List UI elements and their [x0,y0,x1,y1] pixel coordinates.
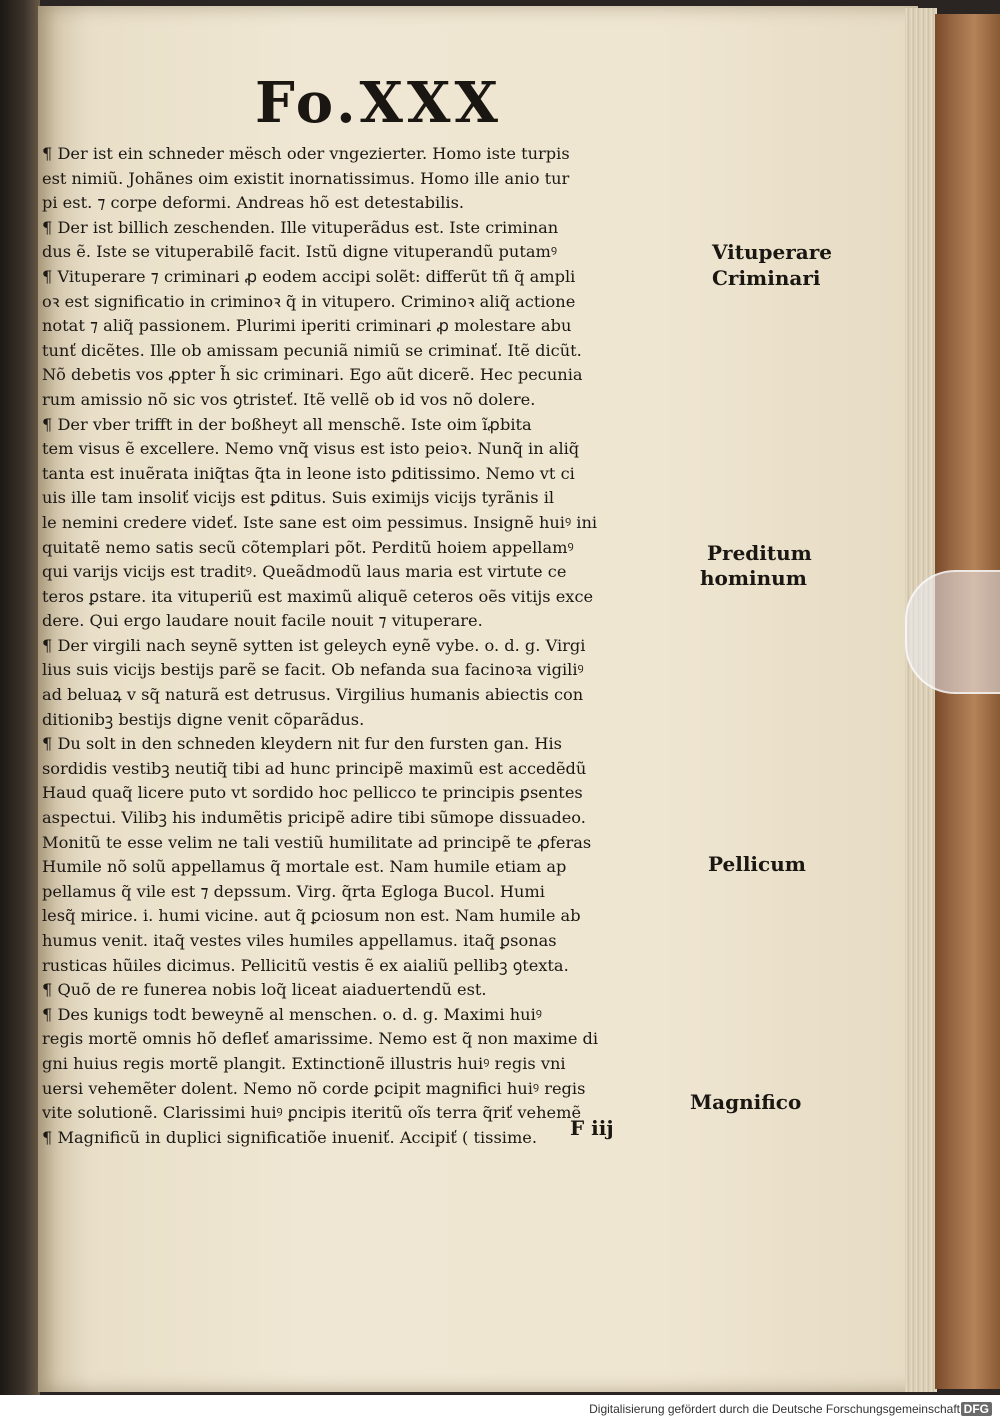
margin-note-preditum: Preditum [707,541,812,565]
text-line: gni huius regis mortẽ plangit. Extinctionẽ illustris huiꝰ regis vni [42,1053,566,1073]
text-line: aspectui. Vilibꝫ his indumẽtis pricipẽ adire tibi sũmope dissuadeo. [42,808,586,828]
text-line: regis mortẽ omnis hõ defleť amarissime. Nemo est q̃ non maxime di [42,1029,599,1049]
text-line: ¶ Quõ de re funerea nobis loq̃ liceat aiaduertendũ est. [42,980,487,1000]
text-line: ¶ Der vber trifft in der boßheyt all menschẽ. Iste oim ĩꝓbita [42,414,532,434]
text-line: ¶ Vituperare ⁊ criminari ꝓ eodem accipi solẽt: differũt tñ q̃ ampli [42,266,576,286]
footer-credit: Digitalisierung gefördert durch die Deutsche Forschungsgemeinschaft [589,1402,960,1416]
book-cover-edge [935,14,1000,1389]
facing-page-edge [0,0,40,1395]
text-line: sordidis vestibꝫ neutiq̃ tibi ad hunc principẽ maximũ est accedẽdũ [42,758,587,778]
text-line: Monitũ te esse velim ne tali vestiũ humilitate ad principẽ te ꝓferas [42,832,592,852]
margin-note-hominum: hominum [700,566,807,590]
text-line: pellamus q̃ vile est ⁊ depssum. Virg. q̃rta Egloga Bucol. Humi [42,881,545,901]
signature-mark: F iij [570,1116,614,1140]
text-line: ¶ Der ist billich zeschenden. Ille vituperãdus est. Iste criminan [42,217,559,237]
text-line: ¶ Der ist ein schneder mësch oder vngezierter. Homo iste turpis [42,144,570,163]
text-line: qui varijs vicijs est traditꝰ. Queãdmodũ laus maria est virtute ce [42,562,567,582]
text-line: humus venit. itaq̃ vestes viles humiles appellamus. itaq̃ ꝑsonas [42,931,557,950]
text-line: ¶ Magnificũ in duplici significatiõe inueniť. Accipiť ( tissime. [42,1127,538,1147]
text-line: uis ille tam insoliť vicijs est ꝑditus. Suis eximijs vicijs tyrãnis il [42,488,555,508]
text-line: ¶ Du solt in den schneden kleydern nit fur den fursten gan. His [42,734,562,754]
text-line: ¶ Des kunigs todt beweynẽ al menschen. o. d. g. Maximi huiꝰ [42,1004,542,1024]
text-line: rusticas hũiles dicimus. Pellicitũ vestis ẽ ex aialiũ pellibꝫ ꝯtexta. [42,955,569,975]
text-line: le nemini credere videť. Iste sane est oim pessimus. Insignẽ huiꝰ ini [42,512,598,532]
page-stack-edges [905,8,937,1392]
margin-note-magnifico: Magnifico [690,1090,802,1114]
text-line: tem visus ẽ excellere. Nemo vnq̃ visus est isto peioꝛ. Nunq̃ in aliq̃ [42,439,580,459]
text-line: Humile nõ solũ appellamus q̃ mortale est. Nam humile etiam ap [42,857,567,877]
text-line: ditionibꝫ bestijs digne venit cõparãdus. [42,709,365,729]
text-line: ad beluaꝝ v sq̃ naturã est detrusus. Virgilius humanis abiectis con [42,685,584,705]
text-line: lius suis vicijs bestijs parẽ se facit. Ob nefanda sua facinoꝛa vigiliꝰ [42,660,584,680]
text-line: lesq̃ mirice. i. humi vicine. aut q̃ ꝑciosum non est. Nam humile ab [42,906,581,926]
text-line: quitatẽ nemo satis secũ cõtemplari põt. Perditũ hoiem appellamꝰ [42,537,574,557]
text-line: tanta est inuẽrata iniq̃tas q̃ta in leone isto ꝑditissimo. Nemo vt ci [42,463,575,483]
text-line: dere. Qui ergo laudare nouit facile nouit ⁊ vituperare. [42,611,483,631]
text-line: ¶ Der virgili nach seynẽ sytten ist geleych eynẽ vybe. o. d. g. Virgi [42,635,586,655]
margin-note-criminari: Criminari [712,266,821,290]
text-line: dus ẽ. Iste se vituperabilẽ facit. Istũ digne vituperandũ putamꝰ [42,242,558,262]
text-line: uersi vehemẽter dolent. Nemo nõ corde ꝑcipit magnifici huiꝰ regis [42,1078,586,1098]
glass-clip [905,570,1000,694]
text-block [42,142,707,1150]
text-line: oꝛ est significatio in criminoꝛ q̃ in vitupero. Criminoꝛ aliq̃ actione [42,291,576,311]
text-line: rum amissio nõ sic vos ꝯtristeť. Itẽ vellẽ ob id vos nõ dolere. [42,389,536,409]
margin-note-pellicum: Pellicum [708,852,806,876]
dfg-logo: DFG [961,1402,992,1416]
folio-heading: Fo.XXX [255,70,502,136]
text-line: pi est. ⁊ corpe deformi. Andreas hõ est detestabilis. [42,193,465,213]
text-line: vite solutionẽ. Clarissimi huiꝰ ꝑncipis iteritũ oĩs terra q̃riť vehemẽ [42,1103,582,1123]
text-line: Haud quaq̃ licere puto vt sordido hoc pellicco te principis ꝑsentes [42,783,583,803]
text-line: est nimiũ. Johãnes oim existit inornatissimus. Homo ille anio tur [42,168,570,188]
text-line: tunť dicẽtes. Ille ob amissam pecuniã nimiũ se criminať. Itẽ dicũt. [42,340,582,360]
text-line: notat ⁊ aliq̃ passionem. Plurimi iperiti criminari ꝓ molestare abu [42,316,572,336]
text-line: teros ꝑstare. ita vituperiũ est maximũ aliquẽ ceteros oẽs vitijs exce [42,586,594,606]
text-line: Nõ debetis vos ꝓpter h̃ sic criminari. Ego aũt dicerẽ. Hec pecunia [42,365,583,385]
margin-note-vituperare: Vituperare [712,240,833,264]
